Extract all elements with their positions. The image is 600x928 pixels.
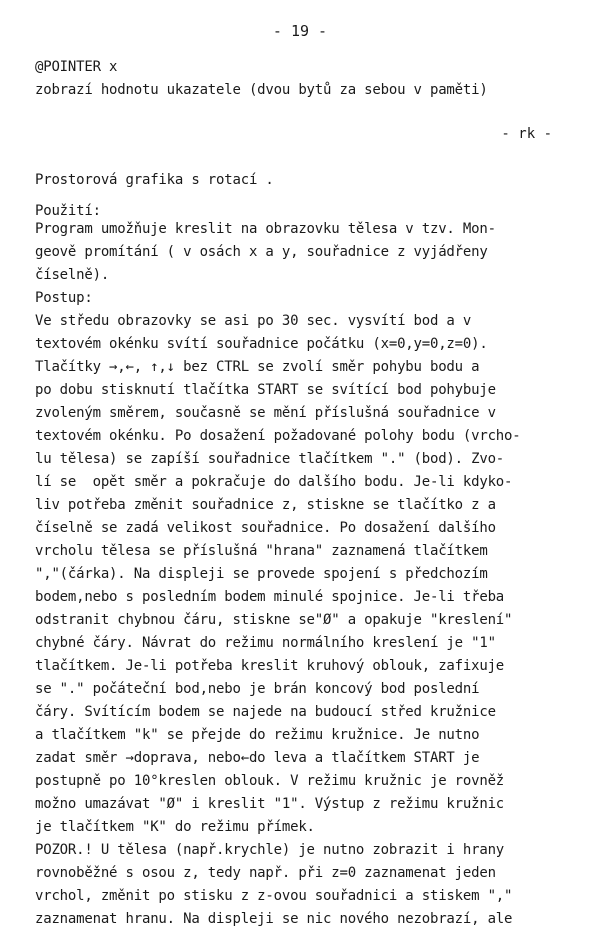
subheading-use: Použití:	[35, 203, 101, 219]
text-line: geově promítání ( v osách x a y, souřadnice z vyjádřeny	[35, 244, 488, 260]
subheading-procedure: Postup:	[35, 290, 93, 306]
pointer-heading: @POINTER x	[35, 59, 118, 75]
text-line: postupně po 10°kreslen oblouk. V režimu kružnic je rovněž	[35, 773, 505, 789]
text-line: Tlačítky →,←, ↑,↓ bez CTRL se zvolí směr pohybu bodu a	[35, 359, 480, 375]
text-line: je tlačítkem "K" do režimu přímek.	[35, 819, 315, 835]
text-line: po dobu stisknutí tlačítka START se svítící bod pohybuje	[35, 382, 496, 398]
text-line: číselně se zadá velikost souřadnice. Po dosažení dalšího	[35, 520, 496, 536]
text-line: Ve středu obrazovky se asi po 30 sec. vysvítí bod a v	[35, 313, 472, 329]
text-line: textovém okénku svítí souřadnice počátku (x=0,y=0,z=0).	[35, 336, 488, 352]
page-number: - 19 -	[272, 22, 328, 40]
text-line: zobrazí hodnotu ukazatele (dvou bytů za sebou v paměti)	[35, 82, 488, 98]
text-line: Program umožňuje kreslit na obrazovku tělesa v tzv. Mon-	[35, 221, 496, 237]
text-line: ","(čárka). Na displeji se provede spojení s předchozím	[35, 566, 488, 582]
text-line: vrchol, změnit po stisku z z-ovou souřadnici a stiskem ","	[35, 888, 513, 904]
author-signature: - rk -	[501, 126, 552, 142]
text-line: odstranit chybnou čáru, stiskne se"Ø" a opakuje "kreslení"	[35, 612, 513, 628]
text-line: zadat směr →doprava, nebo←do leva a tlačítkem START je	[35, 750, 480, 766]
section-title: Prostorová grafika s rotací .	[35, 172, 274, 188]
text-line: číselně).	[35, 267, 110, 283]
text-line: textovém okénku. Po dosažení požadované polohy bodu (vrcho-	[35, 428, 521, 444]
text-line: a tlačítkem "k" se přejde do režimu kružnice. Je nutno	[35, 727, 480, 743]
text-line: možno umazávat "Ø" i kreslit "1". Výstup z režimu kružnic	[35, 796, 505, 812]
text-line: lu tělesa) se zapíší souřadnice tlačítkem "." (bod). Zvo-	[35, 451, 505, 467]
text-line: vrcholu tělesa se příslušná "hrana" zaznamená tlačítkem	[35, 543, 488, 559]
text-line: liv potřeba změnit souřadnice z, stiskne se tlačítko z a	[35, 497, 496, 513]
text-line: rovnoběžné s osou z, tedy např. při z=0 zaznamenat jeden	[35, 865, 496, 881]
text-line: bodem,nebo s posledním bodem minulé spojnice. Je-li třeba	[35, 589, 505, 605]
text-line: zvoleným směrem, současně se mění příslušná souřadnice v	[35, 405, 496, 421]
text-line: se "." počáteční bod,nebo je brán koncový bod poslední	[35, 681, 480, 697]
text-line: čáry. Svítícím bodem se najede na budoucí střed kružnice	[35, 704, 496, 720]
text-line: zaznamenat hranu. Na displeji se nic nového nezobrazí, ale	[35, 911, 513, 927]
text-line: lí se opět směr a pokračuje do dalšího bodu. Je-li kdyko-	[35, 474, 513, 490]
text-line: chybné čáry. Návrat do režimu normálního kreslení je "1"	[35, 635, 496, 651]
text-line: tlačítkem. Je-li potřeba kreslit kruhový oblouk, zafixuje	[35, 658, 505, 674]
text-line: POZOR.! U tělesa (např.krychle) je nutno zobrazit i hrany	[35, 842, 505, 858]
